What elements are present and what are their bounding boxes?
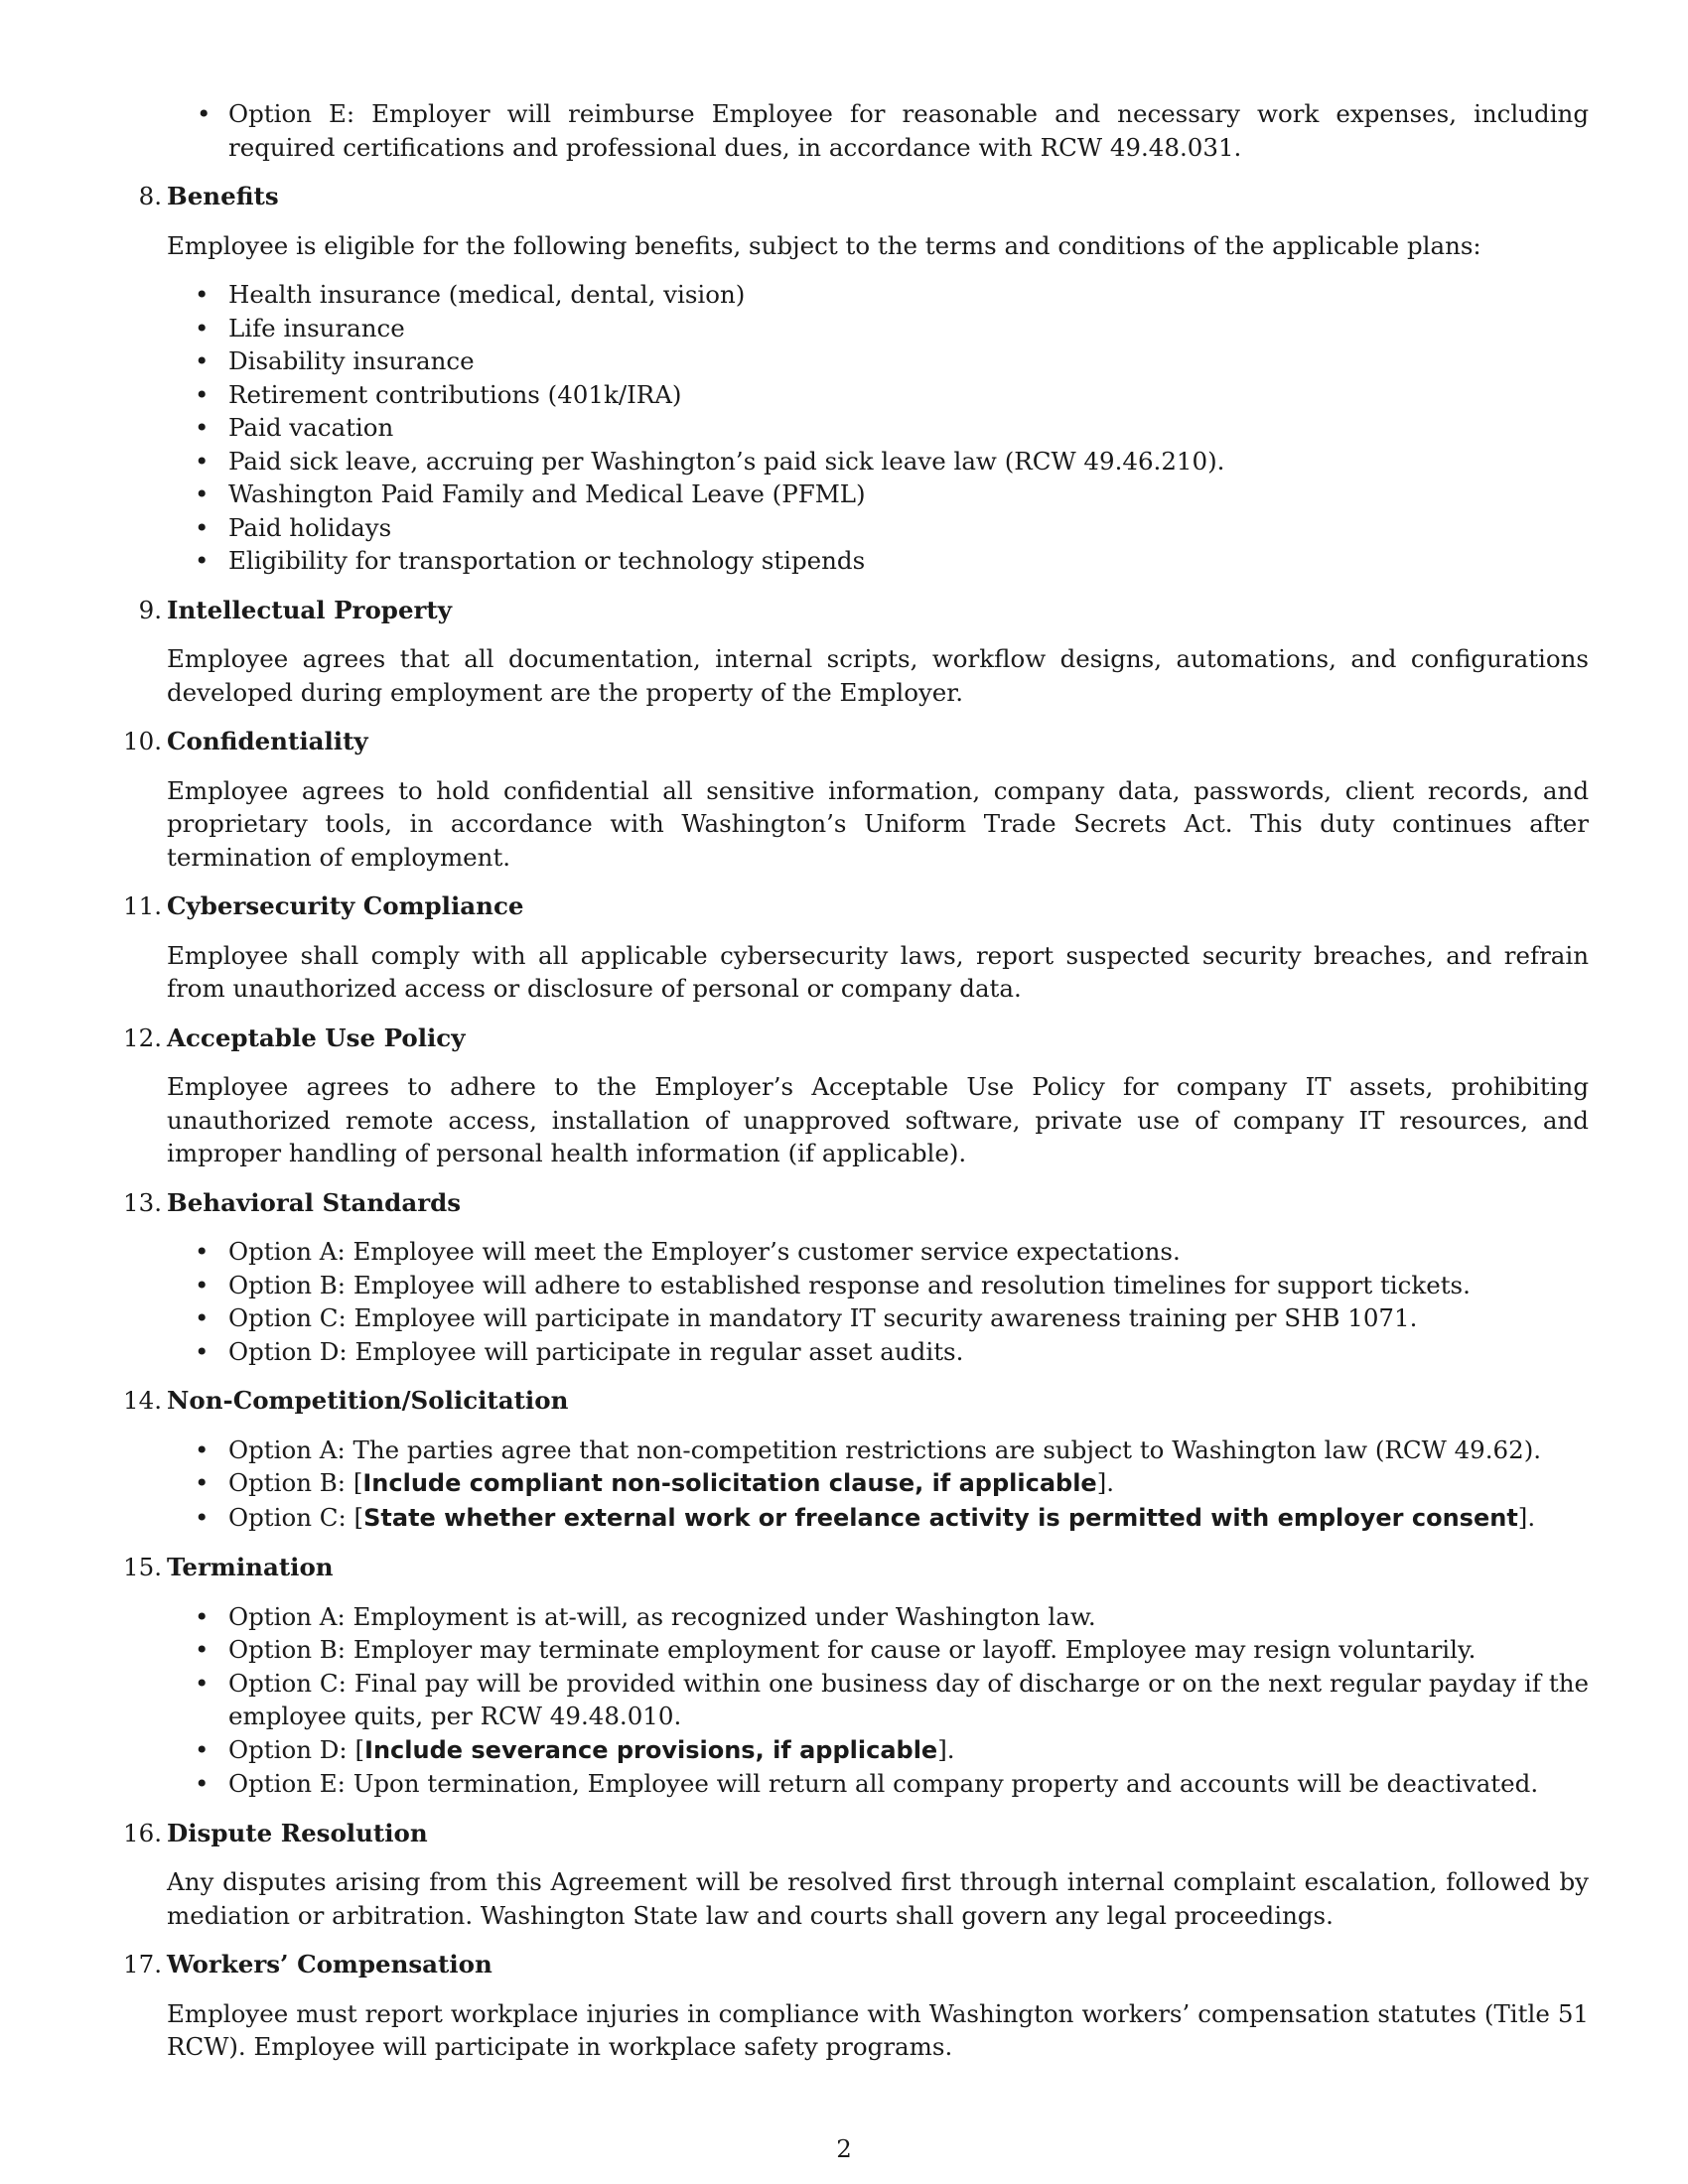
list-item: • Option A: Employee will meet the Employer’s customer service expectations. [105, 1235, 1589, 1269]
placeholder-text: Include compliant non-solicitation clause, if applicable [362, 1469, 1097, 1497]
section-workers-compensation [123, 1948, 1589, 2064]
section-heading [123, 1022, 1589, 1055]
placeholder-text: Include severance provisions, if applicable [364, 1735, 938, 1764]
list-item: • Option D: Employee will participate in regular asset audits. [105, 1335, 1589, 1369]
section-number: 8. [138, 182, 162, 210]
section-heading [138, 180, 1589, 213]
section-title: Termination [167, 1553, 334, 1581]
section-number: 12. [123, 1023, 162, 1052]
continued-options-list [167, 97, 1589, 164]
list-item: • Option A: The parties agree that non-competition restrictions are subject to Washington law (RCW 49.62). [105, 1433, 1589, 1467]
list-item [105, 1501, 1589, 1536]
section-text: Employee agrees to hold confidential all sensitive information, company data, passwords, client records, and proprietary tools, in accordance with Washington’s Uniform Trade Secrets Act. This duty continues after termination of employment. [167, 775, 1589, 872]
section-title: Dispute Resolution [167, 1818, 428, 1847]
section-confidentiality [123, 725, 1589, 874]
section-benefits [138, 180, 1589, 578]
section-non-competition [123, 1384, 1589, 1535]
section-heading [123, 1384, 1589, 1418]
section-termination [123, 1551, 1589, 1801]
section-intro: Employee is eligible for the following benefits, subject to the terms and conditions of the applicable plans: [167, 230, 1481, 260]
section-heading [123, 725, 1589, 758]
option-prefix: Option D: [ [228, 1734, 365, 1764]
section-number: 9. [138, 595, 162, 624]
section-cybersecurity [123, 889, 1589, 1006]
list-item: • Option C: Final pay will be provided within one business day of discharge or on the next regular payday if the employee quits, per RCW 49.48.010. [105, 1667, 1589, 1733]
option-suffix: ]. [937, 1734, 955, 1764]
section-heading [123, 1186, 1589, 1220]
list-item: • Paid sick leave, accruing per Washington’s paid sick leave law (RCW 49.46.210). [105, 445, 1589, 478]
section-number: 13. [123, 1187, 162, 1217]
list-item: • Option B: Employer may terminate employment for cause or layoff. Employee may resign voluntarily. [105, 1633, 1589, 1667]
list-item: • Life insurance [105, 312, 1589, 345]
section-title: Cybersecurity Compliance [167, 891, 524, 920]
section-text: Employee agrees to adhere to the Employer’s Acceptable Use Policy for company IT assets, prohibiting unauthorized remote access, installation of unapproved software, private use of company IT resources, and improper handling of personal health information (if applicable). [167, 1072, 1589, 1167]
section-title: Non-Competition/Solicitation [167, 1386, 569, 1415]
section-number: 15. [123, 1553, 162, 1581]
list-item: • Health insurance (medical, dental, vision) [105, 278, 1589, 312]
section-text: Employee must report workplace injuries in compliance with Washington workers’ compensation statutes (Title 51 RCW). Employee will participate in workplace safety programs. [167, 1998, 1589, 2061]
list-item: • Option C: Employee will participate in mandatory IT security awareness training per SHB 1071. [105, 1301, 1589, 1335]
section-title: Intellectual Property [167, 595, 452, 624]
list-item: • Paid vacation [105, 411, 1589, 445]
list-item: • Disability insurance [105, 344, 1589, 378]
noncompete-options-list [105, 1433, 1589, 1536]
termination-options-list [105, 1600, 1589, 1801]
placeholder-text: State whether external work or freelance activity is permitted with employer consent [363, 1503, 1518, 1532]
list-item: • Option E: Upon termination, Employee will return all company property and accounts will be deactivated. [105, 1767, 1589, 1801]
section-intellectual-property [138, 594, 1589, 710]
option-suffix: ]. [1096, 1468, 1115, 1497]
section-number: 16. [123, 1818, 162, 1847]
section-heading [123, 1817, 1589, 1850]
section-text: Any disputes arising from this Agreement will be resolved first through internal complaint escalation, followed by mediation or arbitration. Washington State law and courts shall govern any legal proceedings. [167, 1867, 1589, 1930]
page-number: 2 [836, 2134, 852, 2163]
option-prefix: Option B: [ [228, 1468, 363, 1497]
section-heading [123, 1551, 1589, 1584]
section-acceptable-use [123, 1022, 1589, 1170]
benefits-list [105, 278, 1589, 578]
section-heading [123, 889, 1589, 923]
section-dispute-resolution [123, 1817, 1589, 1933]
section-heading [138, 594, 1589, 627]
list-item [105, 1733, 1589, 1768]
document-body [123, 97, 1589, 2064]
section-title: Workers’ Compensation [167, 1950, 492, 1979]
list-item: • Option A: Employment is at-will, as recognized under Washington law. [105, 1600, 1589, 1634]
section-number: 17. [123, 1950, 162, 1979]
section-text: Employee agrees that all documentation, internal scripts, workflow designs, automations, and configurations developed during employment are the property of the Employer. [167, 644, 1589, 707]
section-heading [123, 1948, 1589, 1981]
list-item: • Eligibility for transportation or technology stipends [105, 544, 1589, 578]
section-number: 11. [123, 891, 162, 920]
list-item: • Paid holidays [105, 511, 1589, 545]
option-prefix: Option C: [ [228, 1502, 364, 1532]
section-text: Employee shall comply with all applicable cybersecurity laws, report suspected security breaches, and refrain from unauthorized access or disclosure of personal or company data. [167, 940, 1589, 1003]
section-behavioral-standards [123, 1186, 1589, 1369]
list-item: • Option E: Employer will reimburse Employee for reasonable and necessary work expenses, including required certifications and professional dues, in accordance with RCW 49.48.031. [167, 97, 1589, 164]
list-item: • Retirement contributions (401k/IRA) [105, 378, 1589, 412]
behavior-options-list [105, 1235, 1589, 1368]
section-title: Behavioral Standards [167, 1187, 462, 1217]
section-number: 14. [123, 1386, 162, 1415]
option-suffix: ]. [1517, 1502, 1536, 1532]
list-item: • Washington Paid Family and Medical Leave (PFML) [105, 478, 1589, 511]
section-title: Benefits [167, 182, 279, 210]
section-title: Acceptable Use Policy [167, 1023, 466, 1052]
section-number: 10. [123, 727, 162, 755]
list-item [105, 1466, 1589, 1501]
section-title: Confidentiality [167, 727, 368, 755]
list-item: • Option B: Employee will adhere to established response and resolution timelines for support tickets. [105, 1269, 1589, 1302]
